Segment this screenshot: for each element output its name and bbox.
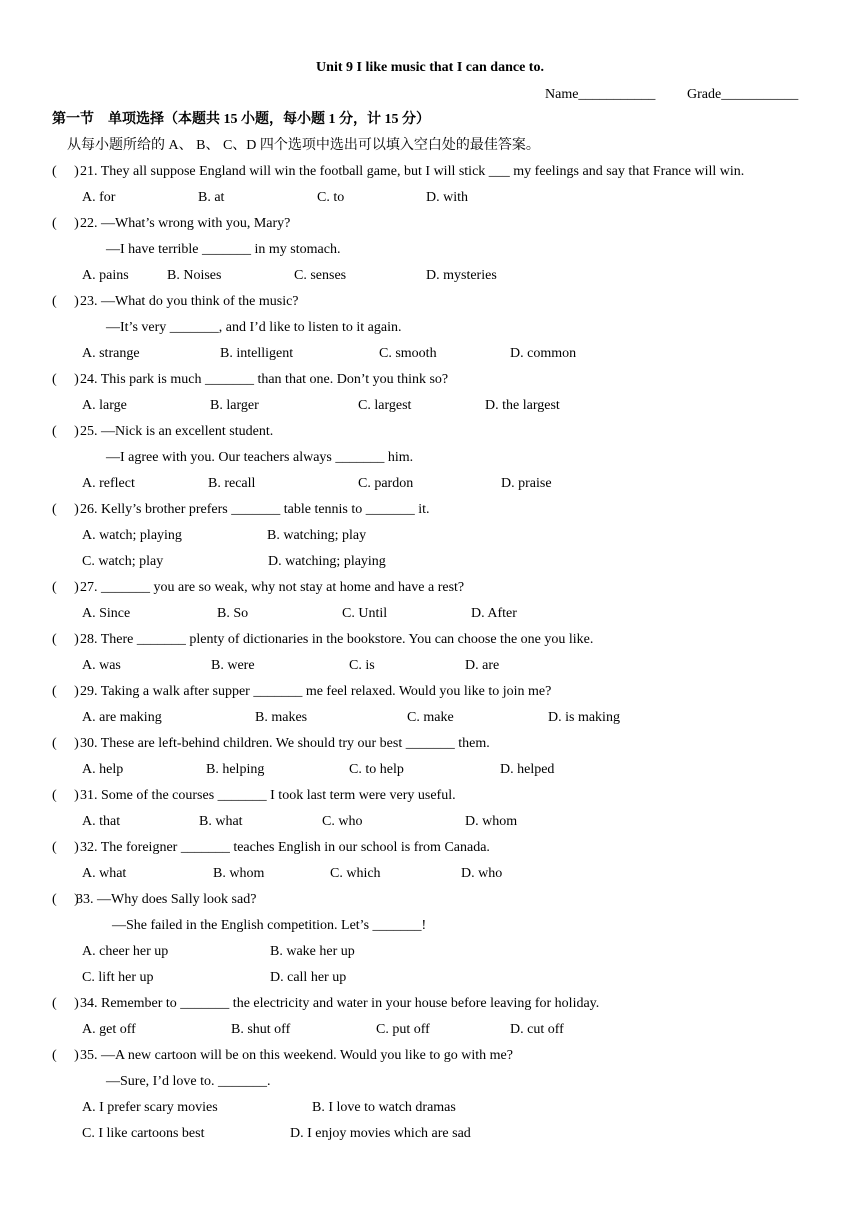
question-25-option-a[interactable]: A. reflect bbox=[82, 476, 135, 491]
question-32-option-a[interactable]: A. what bbox=[82, 866, 127, 881]
question-25-option-b[interactable]: B. recall bbox=[208, 476, 256, 491]
question-22-option-a[interactable]: A. pains bbox=[82, 268, 129, 283]
question-30-option-c[interactable]: C. to help bbox=[349, 762, 404, 777]
question-25-option-d[interactable]: D. praise bbox=[501, 476, 552, 491]
answer-bracket-28[interactable]: ( ) bbox=[52, 632, 79, 647]
question-25-option-c[interactable]: C. pardon bbox=[358, 476, 414, 491]
question-30-option-d[interactable]: D. helped bbox=[500, 762, 555, 777]
question-29-stem: 29. Taking a walk after supper _______ me feel relaxed. Would you like to join me? bbox=[80, 684, 552, 699]
question-33-option-c[interactable]: C. lift her up bbox=[82, 970, 154, 985]
answer-bracket-22[interactable]: ( ) bbox=[52, 216, 79, 231]
question-23-option-a[interactable]: A. strange bbox=[82, 346, 140, 361]
question-32-option-d[interactable]: D. who bbox=[461, 866, 503, 881]
question-35-stem: 35. —A new cartoon will be on this weekend. Would you like to go with me? bbox=[80, 1048, 513, 1063]
answer-bracket-33[interactable]: ( ) bbox=[52, 892, 79, 907]
question-22-reply: —I have terrible _______ in my stomach. bbox=[106, 242, 341, 257]
question-33-stem: 33. —Why does Sally look sad? bbox=[76, 892, 257, 907]
answer-bracket-29[interactable]: ( ) bbox=[52, 684, 79, 699]
question-24-stem: 24. This park is much _______ than that one. Don’t you think so? bbox=[80, 372, 449, 387]
question-30-option-a[interactable]: A. help bbox=[82, 762, 124, 777]
question-22-option-d[interactable]: D. mysteries bbox=[426, 268, 497, 283]
question-29-option-b[interactable]: B. makes bbox=[255, 710, 308, 725]
answer-bracket-35[interactable]: ( ) bbox=[52, 1048, 79, 1063]
question-33-option-b[interactable]: B. wake her up bbox=[270, 944, 355, 959]
answer-bracket-26[interactable]: ( ) bbox=[52, 502, 79, 517]
question-31-option-a[interactable]: A. that bbox=[82, 814, 121, 829]
answer-bracket-24[interactable]: ( ) bbox=[52, 372, 79, 387]
question-34-option-b[interactable]: B. shut off bbox=[231, 1022, 291, 1037]
question-33-reply: —She failed in the English competition. Let’s _______! bbox=[112, 918, 427, 933]
question-27-option-d[interactable]: D. After bbox=[471, 606, 517, 621]
question-22-stem: 22. —What’s wrong with you, Mary? bbox=[80, 216, 291, 231]
question-26-option-b[interactable]: B. watching; play bbox=[267, 528, 367, 543]
question-30-option-b[interactable]: B. helping bbox=[206, 762, 265, 777]
question-33-option-d[interactable]: D. call her up bbox=[270, 970, 347, 985]
question-28-stem: 28. There _______ plenty of dictionaries in the bookstore. You can choose the one you like. bbox=[80, 632, 594, 647]
answer-bracket-31[interactable]: ( ) bbox=[52, 788, 79, 803]
question-27-option-a[interactable]: A. Since bbox=[82, 606, 131, 621]
question-27-stem: 27. _______ you are so weak, why not stay at home and have a rest? bbox=[80, 580, 465, 595]
question-34-option-d[interactable]: D. cut off bbox=[510, 1022, 564, 1037]
question-30-stem: 30. These are left-behind children. We should try our best _______ them. bbox=[80, 736, 490, 751]
question-29-option-c[interactable]: C. make bbox=[407, 710, 454, 725]
answer-bracket-23[interactable]: ( ) bbox=[52, 294, 79, 309]
page-title: Unit 9 I like music that I can dance to. bbox=[316, 60, 544, 75]
question-34-option-c[interactable]: C. put off bbox=[376, 1022, 430, 1037]
question-24-option-b[interactable]: B. larger bbox=[210, 398, 259, 413]
question-23-option-d[interactable]: D. common bbox=[510, 346, 577, 361]
question-29-option-d[interactable]: D. is making bbox=[548, 710, 620, 725]
question-35-reply: —Sure, I’d love to. _______. bbox=[106, 1074, 271, 1089]
question-26-option-c[interactable]: C. watch; play bbox=[82, 554, 164, 569]
question-35-option-a[interactable]: A. I prefer scary movies bbox=[82, 1100, 218, 1115]
question-24-option-a[interactable]: A. large bbox=[82, 398, 127, 413]
question-24-option-d[interactable]: D. the largest bbox=[485, 398, 560, 413]
section-instruction: 从每小题所给的 A、 B、 C、D 四个选项中选出可以填入空白处的最佳答案。 bbox=[67, 138, 540, 153]
question-33-option-a[interactable]: A. cheer her up bbox=[82, 944, 169, 959]
question-21-stem: 21. They all suppose England will win the football game, but I will stick ___ my feelings and say that France will win. bbox=[80, 164, 745, 179]
name-field-line: Name___________ bbox=[545, 87, 656, 102]
question-31-option-c[interactable]: C. who bbox=[322, 814, 363, 829]
answer-bracket-30[interactable]: ( ) bbox=[52, 736, 79, 751]
grade-field-line: Grade___________ bbox=[687, 87, 799, 102]
question-25-stem: 25. —Nick is an excellent student. bbox=[80, 424, 274, 439]
question-26-stem: 26. Kelly’s brother prefers _______ table tennis to _______ it. bbox=[80, 502, 430, 517]
question-35-option-b[interactable]: B. I love to watch dramas bbox=[312, 1100, 456, 1115]
answer-bracket-34[interactable]: ( ) bbox=[52, 996, 79, 1011]
question-26-option-a[interactable]: A. watch; playing bbox=[82, 528, 182, 543]
question-34-option-a[interactable]: A. get off bbox=[82, 1022, 136, 1037]
question-28-option-a[interactable]: A. was bbox=[82, 658, 121, 673]
question-35-option-c[interactable]: C. I like cartoons best bbox=[82, 1126, 205, 1141]
question-23-option-b[interactable]: B. intelligent bbox=[220, 346, 294, 361]
answer-bracket-25[interactable]: ( ) bbox=[52, 424, 79, 439]
question-32-option-c[interactable]: C. which bbox=[330, 866, 381, 881]
question-26-option-d[interactable]: D. watching; playing bbox=[268, 554, 386, 569]
question-21-option-b[interactable]: B. at bbox=[198, 190, 225, 205]
question-28-option-b[interactable]: B. were bbox=[211, 658, 255, 673]
question-21-option-a[interactable]: A. for bbox=[82, 190, 116, 205]
answer-bracket-21[interactable]: ( ) bbox=[52, 164, 79, 179]
question-27-option-b[interactable]: B. So bbox=[217, 606, 249, 621]
question-28-option-d[interactable]: D. are bbox=[465, 658, 500, 673]
question-32-option-b[interactable]: B. whom bbox=[213, 866, 265, 881]
question-29-option-a[interactable]: A. are making bbox=[82, 710, 162, 725]
question-21-option-d[interactable]: D. with bbox=[426, 190, 468, 205]
question-22-option-c[interactable]: C. senses bbox=[294, 268, 347, 283]
question-27-option-c[interactable]: C. Until bbox=[342, 606, 388, 621]
question-28-option-c[interactable]: C. is bbox=[349, 658, 375, 673]
question-31-option-b[interactable]: B. what bbox=[199, 814, 243, 829]
question-23-reply: —It’s very _______, and I’d like to listen to it again. bbox=[106, 320, 402, 335]
question-22-option-b[interactable]: B. Noises bbox=[167, 268, 222, 283]
question-31-option-d[interactable]: D. whom bbox=[465, 814, 518, 829]
question-34-stem: 34. Remember to _______ the electricity and water in your house before leaving for holiday. bbox=[80, 996, 600, 1011]
question-21-option-c[interactable]: C. to bbox=[317, 190, 345, 205]
question-31-stem: 31. Some of the courses _______ I took last term were very useful. bbox=[80, 788, 456, 803]
question-25-reply: —I agree with you. Our teachers always _______ him. bbox=[106, 450, 414, 465]
question-32-stem: 32. The foreigner _______ teaches English in our school is from Canada. bbox=[80, 840, 490, 855]
section-heading: 第一节 单项选择（本题共 15 小题，每小题 1 分，计 15 分） bbox=[52, 112, 430, 127]
answer-bracket-32[interactable]: ( ) bbox=[52, 840, 79, 855]
question-24-option-c[interactable]: C. largest bbox=[358, 398, 412, 413]
answer-bracket-27[interactable]: ( ) bbox=[52, 580, 79, 595]
question-35-option-d[interactable]: D. I enjoy movies which are sad bbox=[290, 1126, 471, 1141]
question-23-option-c[interactable]: C. smooth bbox=[379, 346, 437, 361]
question-23-stem: 23. —What do you think of the music? bbox=[80, 294, 299, 309]
